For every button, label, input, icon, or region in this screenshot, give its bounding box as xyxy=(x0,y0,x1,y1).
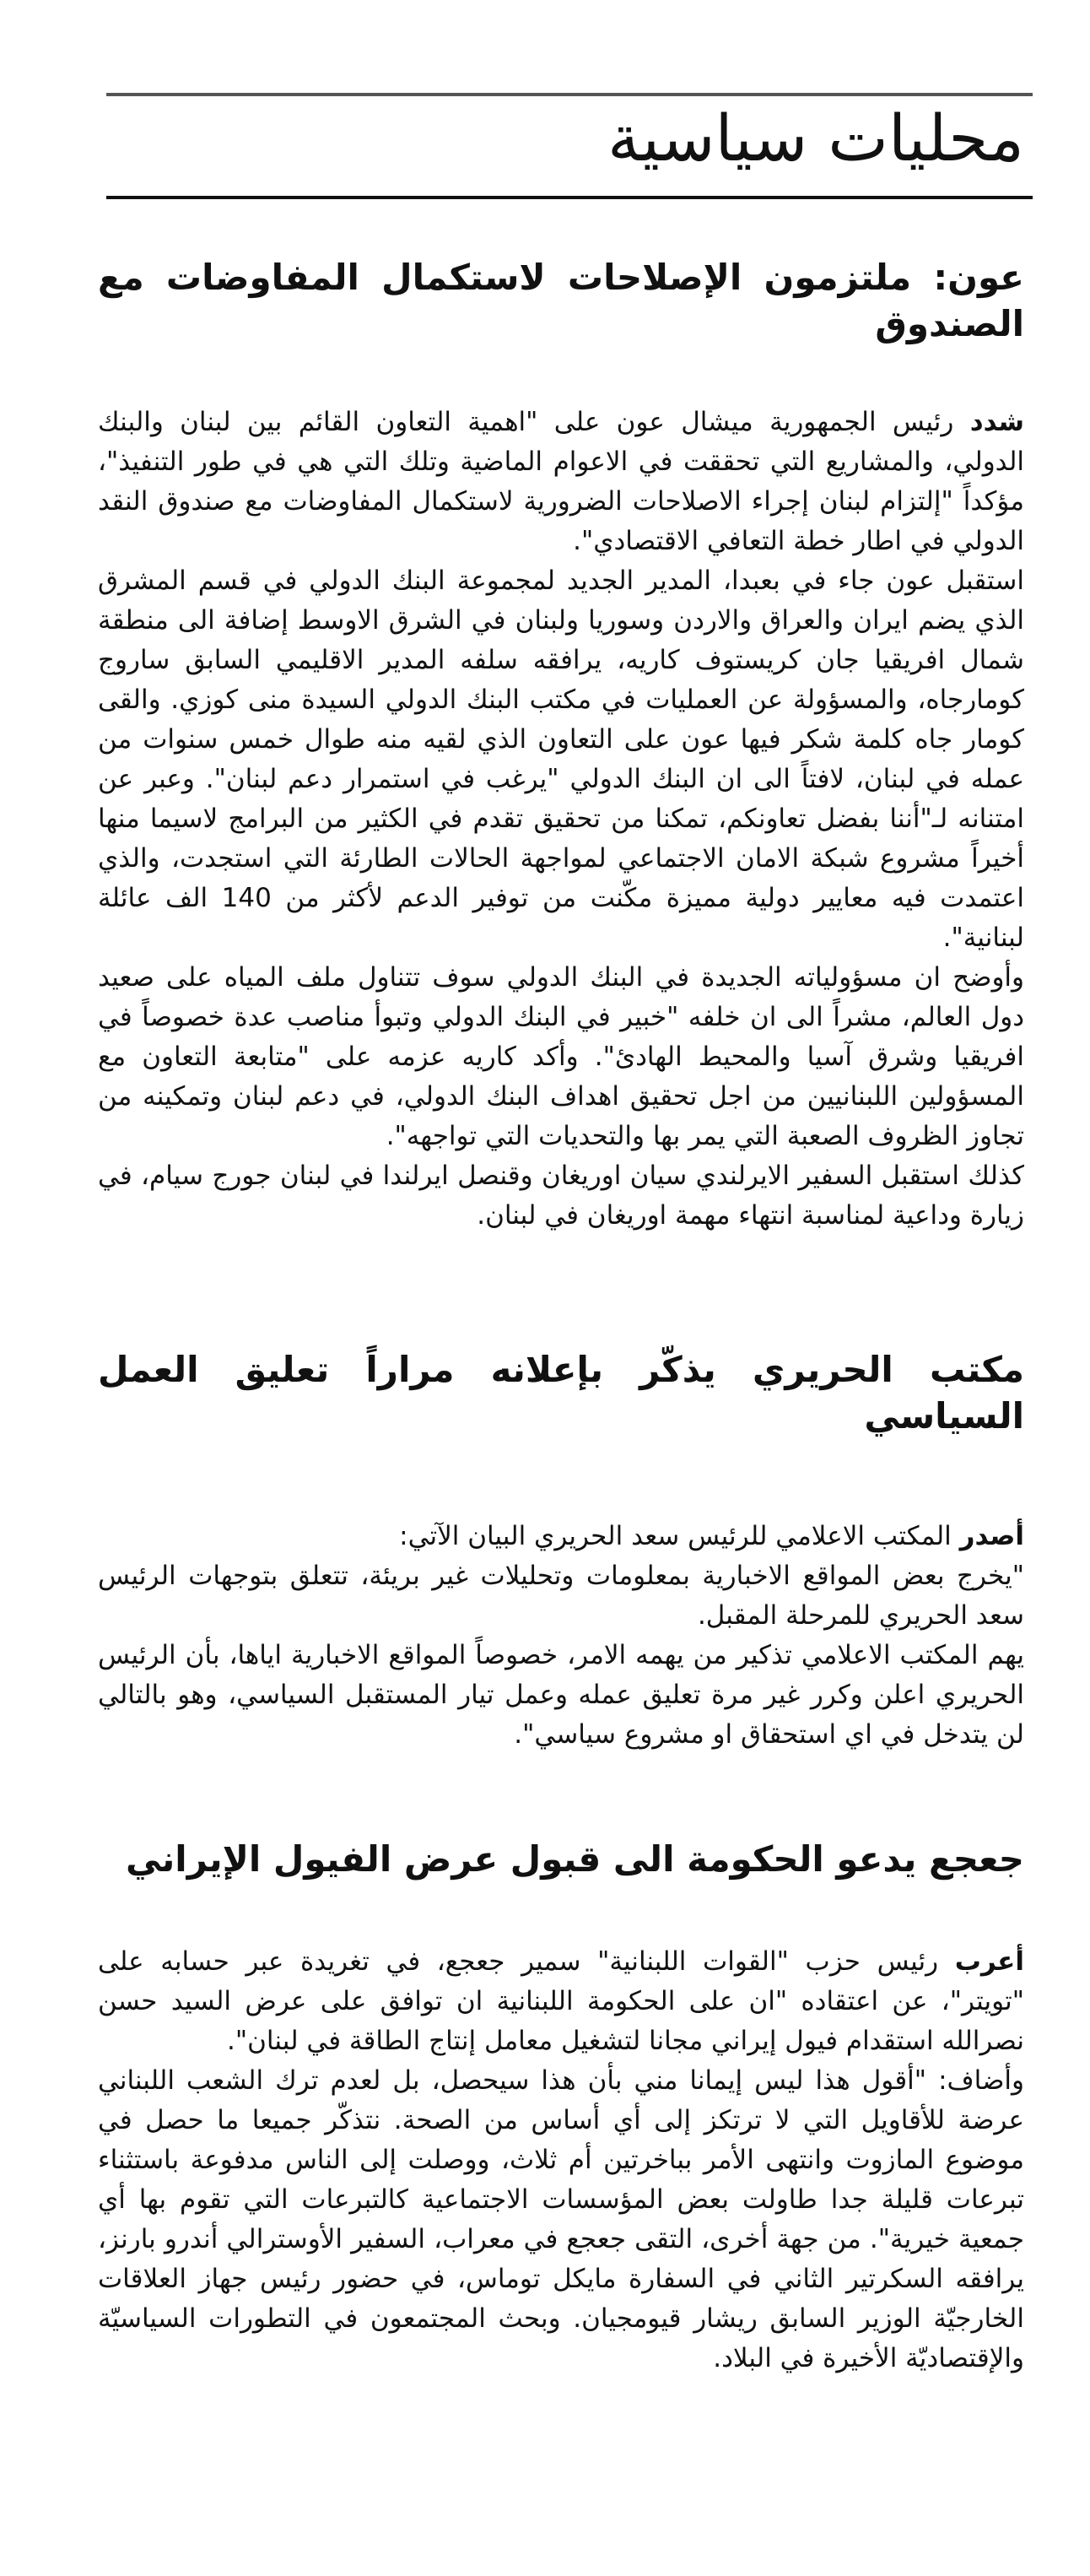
article-paragraph: كذلك استقبل السفير الايرلندي سيان اوريغان وقنصل ايرلندا في لبنان جورج سيام، في زيارة وداعية لمناسبة انتهاء مهمة اوريغان في لبنان. xyxy=(98,1161,1024,1231)
article-body xyxy=(98,403,1024,1236)
article-paragraph: وأضاف: "أقول هذا ليس إيمانا مني بأن هذا سيحصل، بل لعدم ترك الشعب اللبناني عرضة للأقاويل التي لا ترتكز إلى أي أساس من الصحة. نتذكّر جميعا ما حصل في موضوع المازوت وانتهى الأمر بباخرتين أم ثلاث، ووصلت إلى الناس مدفوعة باستثناء تبرعات قليلة جدا طاولت بعض المؤسسات الاجتماعية كالتبرعات التي تقوم بها أي جمعية خيرية". من جهة أخرى، التقى جعجع في معراب، السفير الأوسترالي أندرو بارنز، يرافقه السكرتير الثاني في السفارة مايكل توماس، في حضور رئيس جهاز العلاقات الخارجيّة الوزير السابق ريشار قيومجيان. وبحث المجتمعون في التطورات السياسيّة والإقتصاديّة الأخيرة في البلاد. xyxy=(98,2065,1024,2373)
article-paragraph xyxy=(98,1517,1024,1556)
article-paragraph: يهم المكتب الاعلامي تذكير من يهمه الامر، خصوصاً المواقع الاخبارية اياها، بأن الرئيس الحريري اعلن وكرر غير مرة تعليق عمله وعمل تيار المستقبل السياسي، وهو بالتالي لن يتدخل في اي استحقاق او مشروع سياسي". xyxy=(98,1640,1024,1751)
lead-word: شدد xyxy=(969,407,1025,438)
article-paragraph: استقبل عون جاء في بعبدا، المدير الجديد لمجموعة البنك الدولي في قسم المشرق الذي يضم ايران والعراق والاردن وسوريا ولبنان في الشرق الاوسط إضافة الى منطقة شمال افريقيا جان كريستوف كاريه، يرافقه سلفه المدير الاقليمي السابق ساروج كومارجاه، والمسؤولة عن العمليات في مكتب البنك الدولي السيدة منى كوزي. والقى كومار جاه كلمة شكر فيها عون على التعاون الذي لقيه منه طوال خمس سنوات من عمله في لبنان، لافتاً الى ان البنك الدولي "يرغب في استمرار دعم لبنان". وعبر عن امتنانه لـ"أننا بفضل تعاونكم، تمكنا من تحقيق تقدم في الكثير من البرامج لاسيما منها أخيراً مشروع شبكة الامان الاجتماعي لمواجهة الحالات الطارئة التي استجدت، والذي اعتمدت فيه معايير دولية مميزة مكّنت من توفير الدعم لأكثر من 140 الف عائلة لبنانية". xyxy=(98,566,1025,954)
section-title: محليات سياسية xyxy=(607,100,1024,176)
article-body xyxy=(98,1942,1024,2378)
article-hariri-office xyxy=(98,1347,1024,1755)
paragraph-text: رئيس حزب "القوات اللبنانية" سمير جعجع، في تغريدة عبر حسابه على "تويتر"، عن اعتقاده "ان على الحكومة اللبنانية ان توافق على عرض السيد حسن نصرالله استقدام فيول إيراني مجانا لتشغيل معامل إنتاج الطاقة في لبنان". xyxy=(98,1946,1024,2056)
article-paragraph: وأوضح ان مسؤولياته الجديدة في البنك الدولي سوف تتناول ملف المياه على صعيد دول العالم، مشراً الى ان خلفه "خبير في البنك الدولي وتبوأ مناصب عدة خصوصاً في افريقيا وشرق آسيا والمحيط الهادئ". وأكد كاريه عزمه على "متابعة التعاون مع المسؤولين اللبنانيين من اجل تحقيق اهداف البنك الدولي، في دعم لبنان وتمكينه من تجاوز الظروف الصعبة التي يمر بها والتحديات التي تواجهه". xyxy=(98,962,1024,1152)
article-headline: عون: ملتزمون الإصلاحات لاستكمال المفاوضات مع الصندوق xyxy=(98,257,1024,344)
article-paragraph xyxy=(98,403,1024,561)
article-paragraph xyxy=(98,1942,1024,2061)
paragraph-text: المكتب الاعلامي للرئيس سعد الحريري البيان الآتي: xyxy=(399,1521,952,1552)
article-headline: جعجع يدعو الحكومة الى قبول عرض الفيول الإيراني xyxy=(126,1838,1024,1880)
article-paragraph: "يخرج بعض المواقع الاخبارية بمعلومات وتحليلات غير بريئة، تتعلق بتوجهات الرئيس سعد الحريري للمرحلة المقبل. xyxy=(98,1561,1024,1632)
lead-word: أعرب xyxy=(954,1946,1024,1977)
top-rule xyxy=(106,93,1033,96)
lead-word: أصدر xyxy=(959,1521,1024,1552)
section-title-underline xyxy=(106,196,1033,199)
article-headline: مكتب الحريري يذكّر بإعلانه مراراً تعليق العمل السياسي xyxy=(98,1349,1024,1437)
paragraph-text: رئيس الجمهورية ميشال عون على "اهمية التعاون القائم بين لبنان والبنك الدولي، والمشاريع التي تحققت في الاعوام الماضية وتلك التي هي في طور التنفيذ"، مؤكداً "إلتزام لبنان إجراء الاصلاحات الضرورية لاستكمال المفاوضات مع صندوق النقد الدولي في اطار خطة التعافي الاقتصادي". xyxy=(98,407,1024,557)
article-geagea xyxy=(98,1837,1024,2378)
article-aoun xyxy=(98,255,1024,1236)
article-body xyxy=(98,1517,1024,1755)
